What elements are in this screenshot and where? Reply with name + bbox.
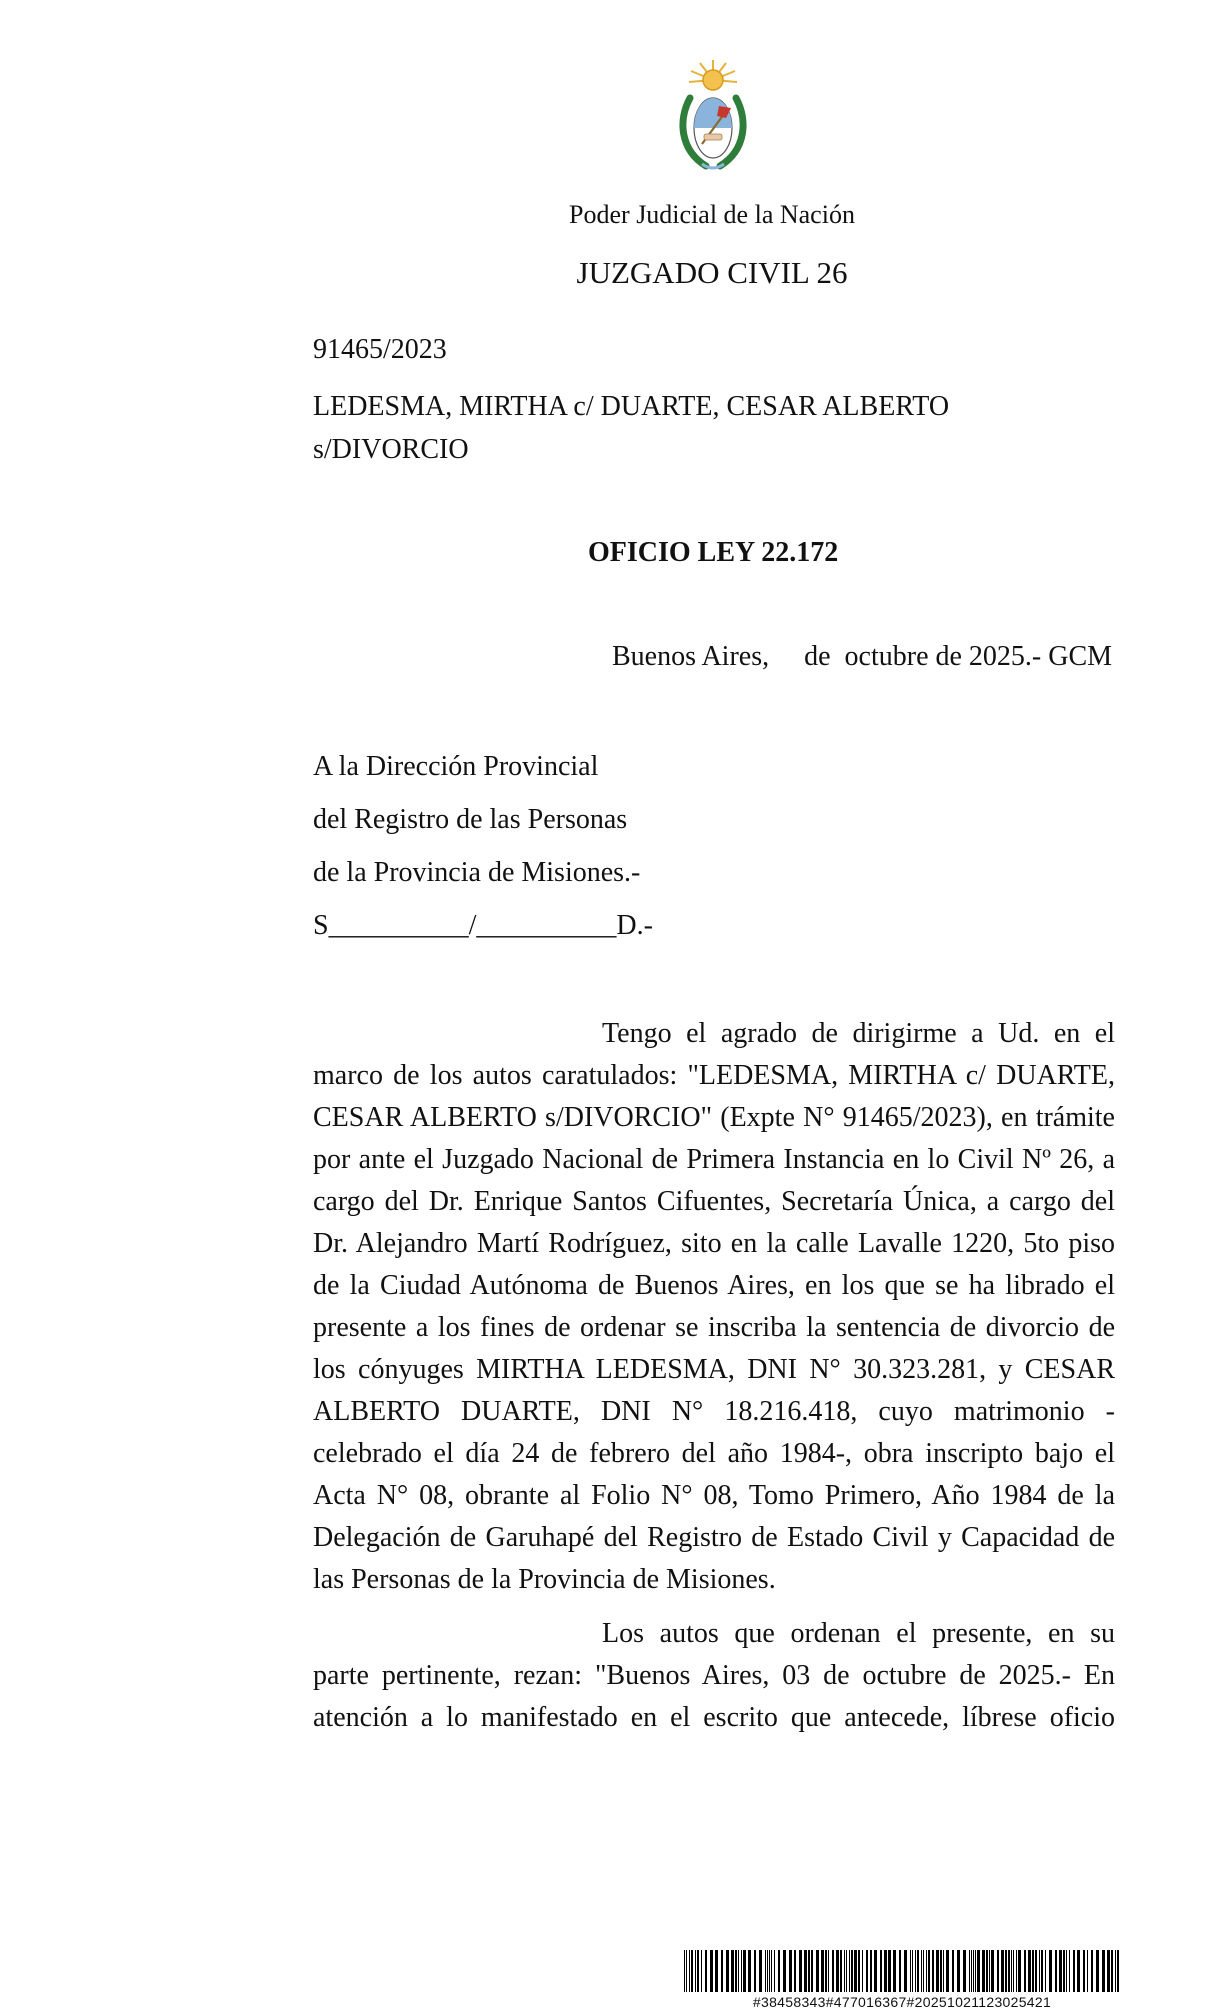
barcode-bar [936,1950,939,1992]
barcode-bar [946,1950,949,1992]
barcode-bar [912,1950,913,1992]
addressee-block [313,748,653,960]
barcode-bar [808,1950,810,1992]
barcode-bar [1005,1950,1007,1992]
barcode-bar [971,1950,972,1992]
sun [703,70,723,90]
barcode-bar [893,1950,896,1992]
barcode-bar [940,1950,942,1992]
barcode-bar [701,1950,702,1992]
barcode-bar [973,1950,974,1992]
barcode-bar [836,1950,839,1992]
barcode-bar [977,1950,980,1992]
barcode-bar [686,1950,687,1992]
addressee-line: del Registro de las Personas [313,804,628,835]
paragraph-text: Tengo el agrado de dirigirme a Ud. en el marco de los autos caratulados: "LEDESMA, MIRTHA c/ DUARTE, CESAR ALBERTO s/DIVORCIO" (Expte N° 91465/2023), en trámite por ante el Juzgado Nacional de Primera Instancia en lo Civil Nº 26, a cargo del Dr. Enrique Santos Cifuentes, Secretaría Única, a cargo del Dr. Alejandro Martí Rodríguez, sito en la calle Lavalle 1220, 5to piso de la Ciudad Autónoma de Buenos Aires, en los que se ha librado el presente a los fines de ordenar se inscriba la sentencia de divorcio de los cónyuges MIRTHA LEDESMA, DNI N° 30.323.281, y CESAR ALBERTO DUARTE, DNI N° 18.216.418, cuyo matrimonio -celebrado el día 24 de febrero del año 1984-, obra inscripto bajo el Acta N° 08, obrante al Folio N° 08, Tomo Primero, Año 1984 de la Delegación de Garuhapé del Registro de Estado Civil y Capacidad de las Personas de la Provincia de Misiones. [313,1018,1115,1595]
barcode-bar [726,1950,729,1992]
barcode-bar [783,1950,786,1992]
barcode-bar [741,1950,742,1992]
barcode-bar [754,1950,756,1992]
barcode-bar [952,1950,954,1992]
barcode-bar [1111,1950,1113,1992]
barcode-bar [870,1950,872,1992]
barcode-bar [1069,1950,1070,1992]
barcode-number: #38458343#477016367#20251021123025421 [752,1994,1052,2010]
barcode-bar [1087,1950,1088,1992]
barcode-bar [851,1950,853,1992]
barcode-bar [1059,1950,1062,1992]
barcode-bar [910,1950,911,1992]
barcode-bar [1039,1950,1040,1992]
barcode-bar [1041,1950,1043,1992]
barcode-bar [794,1950,796,1992]
barcode-bar [846,1950,847,1992]
barcode-bar [715,1950,718,1992]
barcode-bar [986,1950,988,1992]
barcode-bar [1073,1950,1075,1992]
barcode-bar [874,1950,877,1992]
barcode-bar [840,1950,842,1992]
barcode-bar [926,1950,927,1992]
ribbon [702,164,724,168]
case-title: LEDESMA, MIRTHA c/ DUARTE, CESAR ALBERTO s/DIVORCIO [313,391,950,465]
barcode-bar [789,1950,792,1992]
barcode-bar [691,1950,693,1992]
addressee-line: de la Provincia de Misiones.- [313,857,641,888]
barcode-bar [923,1950,924,1992]
barcode-bar [705,1950,707,1992]
barcode-bar [854,1950,857,1992]
barcode-bar [943,1950,944,1992]
barcode-bar [735,1950,737,1992]
barcode-bar [989,1950,990,1992]
barcode-bar [928,1950,930,1992]
case-number: 91465/2023 [313,334,447,365]
barcode-bar [767,1950,768,1992]
barcode-bar [804,1950,807,1992]
barcode-bar [888,1950,891,1992]
barcode-bar [748,1950,751,1992]
barcode-bar [862,1950,863,1992]
barcode-bar [1045,1950,1046,1992]
barcode-bar [689,1950,690,1992]
barcode-bar [1091,1950,1093,1992]
barcode-bar [969,1950,970,1992]
barcode-bar [1063,1950,1065,1992]
addressee-line: A la Dirección Provincial [313,751,599,782]
document-type-heading: OFICIO LEY 22.172 [588,537,839,568]
barcode-bar [1049,1950,1052,1992]
barcode-bar [904,1950,907,1992]
barcode-bar [858,1950,860,1992]
barcode-bar [899,1950,901,1992]
barcode-bar [957,1950,960,1992]
barcode-bar [765,1950,766,1992]
barcode-bar [774,1950,775,1992]
barcode-bar [778,1950,780,1992]
barcode-bar [866,1950,868,1992]
barcode-bar [1107,1950,1110,1992]
barcode-bar [816,1950,819,1992]
salutation-line: S__________/__________D.- [313,910,653,941]
barcode-bar [884,1950,887,1992]
barcode-bar [697,1950,699,1992]
barcode-bar [684,1950,685,1992]
barcode-bar [1077,1950,1080,1992]
barcode-bar [721,1950,723,1992]
barcode-bar [1102,1950,1105,1992]
barcode-bar [991,1950,994,1992]
barcode-bar [844,1950,845,1992]
barcode-bar [1001,1950,1004,1992]
barcode-bar [849,1950,850,1992]
barcode-bar [828,1950,829,1992]
barcode-bar [695,1950,696,1992]
barcode [684,1950,1120,1992]
barcode-bar [811,1950,813,1992]
barcode-bar [1011,1950,1012,1992]
barcode-bar [982,1950,985,1992]
barcode-bar [975,1950,976,1992]
barcode-bar [1018,1950,1021,1992]
barcode-bar [710,1950,713,1992]
barcode-bar [769,1950,770,1992]
barcode-bar [1115,1950,1116,1992]
barcode-bar [1035,1950,1037,1992]
barcode-bar [1008,1950,1010,1992]
barcode-bar [821,1950,824,1992]
barcode-bar [1117,1950,1119,1992]
barcode-bar [799,1950,802,1992]
coat-of-arms-emblem [676,58,750,176]
barcode-bar [880,1950,882,1992]
barcode-bar [738,1950,739,1992]
barcode-bar [917,1950,919,1992]
barcode-bar [932,1950,934,1992]
barcode-bar [825,1950,827,1992]
barcode-bar [1066,1950,1067,1992]
barcode-bar [771,1950,772,1992]
barcode-bar [1016,1950,1017,1992]
barcode-bar [915,1950,916,1992]
barcode-bar [921,1950,922,1992]
barcode-bar [1083,1950,1085,1992]
barcode-bar [1096,1950,1099,1992]
barcode-bar [997,1950,999,1992]
barcode-bar [1024,1950,1026,1992]
court-name: JUZGADO CIVIL 26 [576,255,848,290]
barcode-bar [731,1950,734,1992]
barcode-bar [1032,1950,1034,1992]
place-and-date: Buenos Aires, de octubre de 2025.- GCM [612,641,1113,672]
barcode-bar [1013,1950,1014,1992]
body-paragraph-1 [313,1013,1115,1601]
barcode-bar [1055,1950,1057,1992]
institution-name: Poder Judicial de la Nación [569,200,855,229]
barcode-bar [759,1950,762,1992]
barcode-bar [832,1950,834,1992]
barcode-bar [743,1950,746,1992]
body-paragraph-2 [313,1613,1115,1739]
barcode-bar [1028,1950,1031,1992]
paragraph-text: Los autos que ordenan el presente, en su parte pertinente, rezan: "Buenos Aires, 03 de octubre de 2025.- En atención a lo manifestado en el escrito que antecede, líbrese oficio [313,1618,1115,1733]
barcode-bar [963,1950,966,1992]
